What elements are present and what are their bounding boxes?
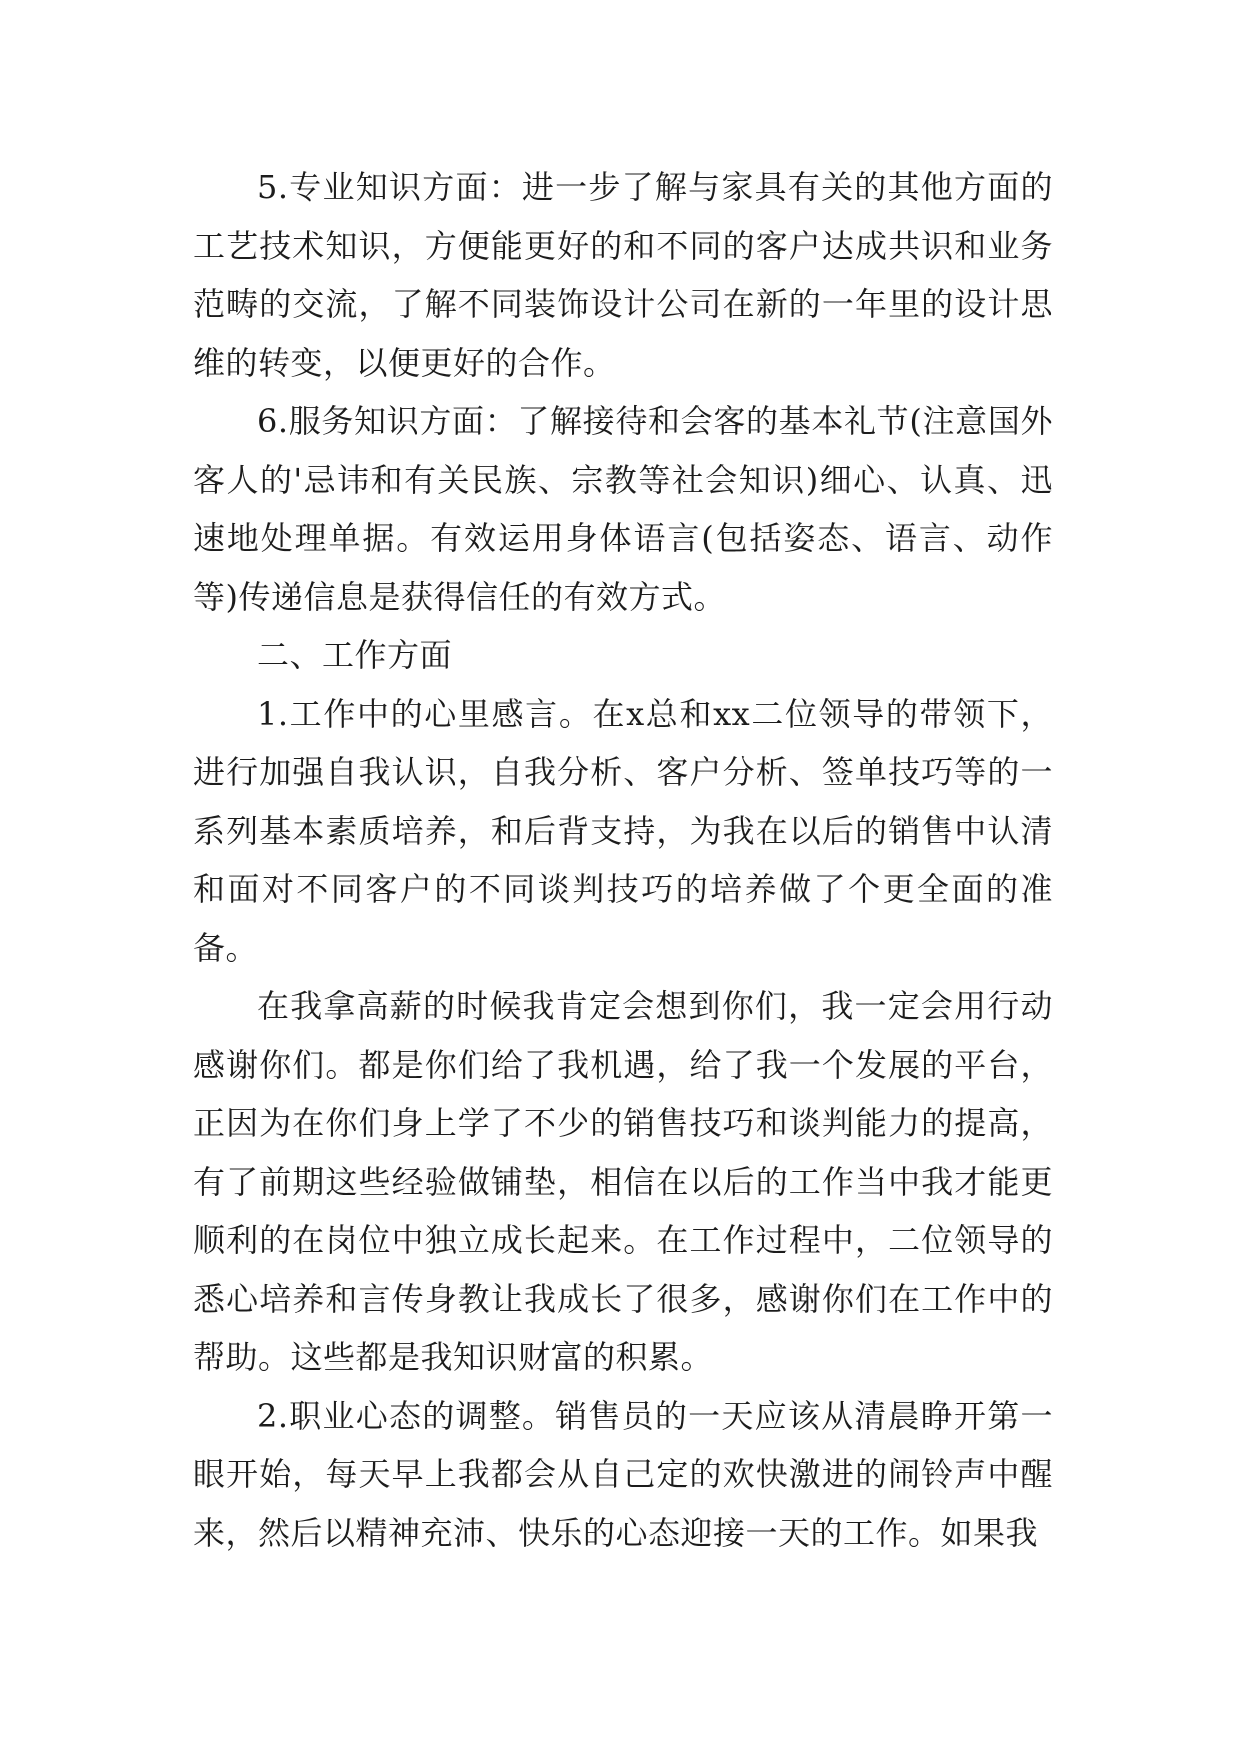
paragraph-gratitude: 在我拿高薪的时候我肯定会想到你们，我一定会用行动感谢你们。都是你们给了我机遇，给了我一个发展的平台，正因为在你们身上学了不少的销售技巧和谈判能力的提高，有了前期这些经验做铺垫，相信在以后的工作当中我才能更顺利的在岗位中独立成长起来。在工作过程中，二位领导的悉心培养和言传身教让我成长了很多，感谢你们在工作中的帮助。这些都是我知识财富的积累。: [193, 987, 1053, 1376]
section-heading-work: 二、工作方面: [257, 636, 453, 674]
paragraph-mindset-adjustment: 2.职业心态的调整。销售员的一天应该从清晨睁开第一眼开始，每天早上我都会从自己定的欢快激进的闹铃声中醒来，然后以精神充沛、快乐的心态迎接一天的工作。如果我: [193, 1396, 1053, 1552]
document-body: [193, 158, 1053, 1562]
paragraph-work-reflection: 1.工作中的心里感言。在x总和xx二位领导的带领下，进行加强自我认识，自我分析、客户分析、签单技巧等的一系列基本素质培养，和后背支持，为我在以后的销售中认清和面对不同客户的不同谈判技巧的培养做了个更全面的准备。: [193, 694, 1053, 967]
paragraph-professional-knowledge: 5.专业知识方面：进一步了解与家具有关的其他方面的工艺技术知识，方便能更好的和不同的客户达成共识和业务范畴的交流，了解不同装饰设计公司在新的一年里的设计思维的转变，以便更好的合作。: [193, 168, 1053, 382]
paragraph-service-knowledge: 6.服务知识方面：了解接待和会客的基本礼节(注意国外客人的'忌讳和有关民族、宗教等社会知识)细心、认真、迅速地处理单据。有效运用身体语言(包括姿态、语言、动作等)传递信息是获得信任的有效方式。: [193, 402, 1053, 616]
